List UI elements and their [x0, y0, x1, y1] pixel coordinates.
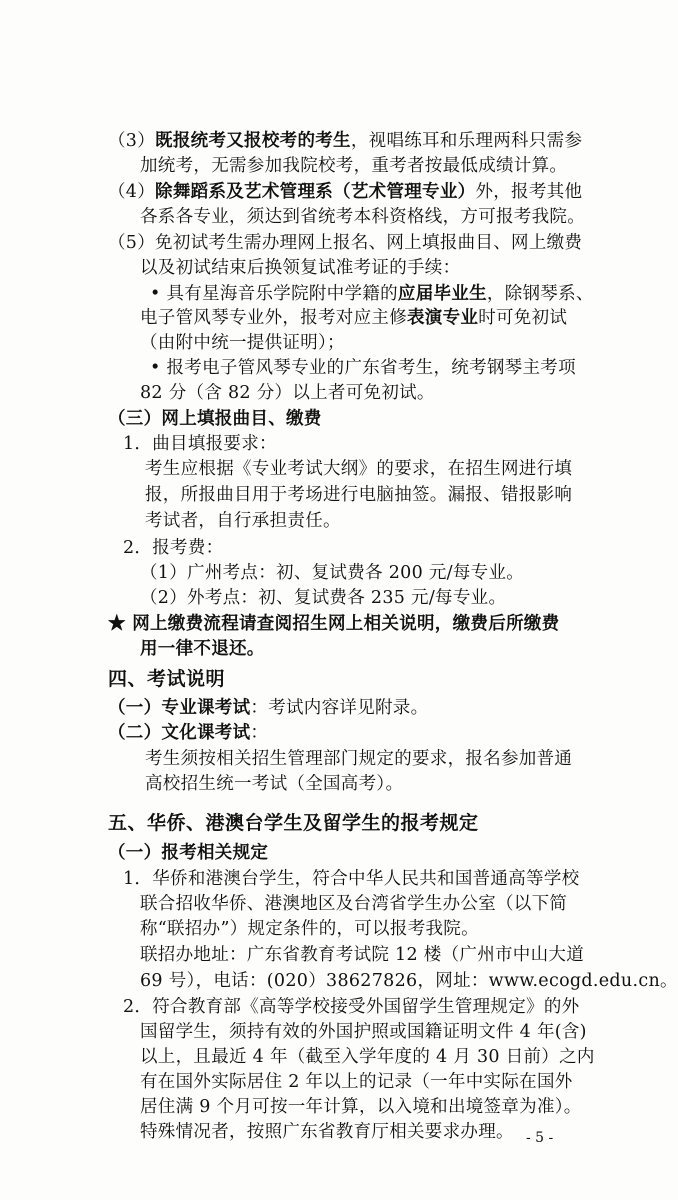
bold-text: 五、华侨、港澳台学生及留学生的报考规定: [108, 812, 479, 834]
text-run: （4）: [108, 182, 156, 202]
text-run: 1．华侨和港澳台学生，符合中华人民共和国普通高等学校: [123, 869, 580, 889]
text-line: [145, 510, 558, 532]
text-line: [140, 893, 568, 915]
bold-text: 表演专业: [407, 308, 479, 328]
text-run: ，视唱练耳和乐理两科只需参: [350, 131, 583, 151]
text-run: 联招办地址：广东省教育考试院 12 楼（广州市中山大道: [140, 945, 584, 965]
text-run: 外，报考其他: [475, 182, 583, 202]
text-run: （5）免初试考生需办理网上报名、网上填报曲目、网上缴费: [108, 233, 583, 253]
text-line: [123, 537, 558, 559]
text-run: 居住满 9 个月可按一年计算，以入境和出境签章为准）。: [140, 1097, 582, 1117]
text-run: 称“联招办”）规定条件的，可以报考我院。: [140, 919, 479, 939]
text-run: 2．符合教育部《高等学校接受外国留学生管理规定》的外: [123, 997, 580, 1017]
text-line: [108, 842, 558, 864]
text-line: [140, 1121, 558, 1143]
text-line: [140, 1096, 582, 1118]
bold-text: 四、考试说明: [108, 668, 226, 690]
text-run: 考生应根据《专业考试大纲》的要求，在招生网进行填: [145, 459, 573, 479]
text-line: [140, 382, 558, 404]
text-line: [140, 562, 558, 584]
text-run: 82 分（含 82 分）以上者可免初试。: [140, 383, 435, 403]
bold-text: （三）网上填报曲目、缴费: [108, 409, 322, 429]
text-run: 69 号），电话：(020）38627826，网址：www.ecogd.edu.cn。: [140, 971, 678, 991]
text-run: ：考试内容详见附录。: [250, 698, 429, 718]
text-line: [140, 918, 558, 940]
text-run: 加统考，无需参加我院校考，重考者按最低成绩计算。: [140, 156, 568, 176]
bold-text: 除舞蹈系及艺术管理系（艺术管理专业）: [155, 182, 476, 202]
text-run: （2）外考点：初、复试费各 235 元/每专业。: [140, 588, 507, 608]
text-line: [150, 357, 576, 379]
text-line: [123, 433, 558, 455]
text-line: [140, 307, 568, 329]
text-line: [108, 181, 583, 203]
bold-text: 应届毕业生: [397, 284, 487, 304]
text-run: 以上，且最近 4 年（截至入学年度的 4 月 30 日前）之内: [140, 1047, 595, 1067]
text-line: [108, 613, 558, 635]
text-line: [145, 458, 573, 480]
text-run: （由附中统一提供证明）；: [140, 333, 345, 353]
bold-text: 用一律不退还。: [140, 639, 265, 659]
text-run: 1．曲目填报要求：: [123, 434, 277, 454]
text-line: [140, 1021, 587, 1043]
text-line: [108, 668, 558, 690]
text-line: [145, 748, 573, 770]
text-line: [108, 722, 558, 744]
text-line: [150, 283, 594, 305]
text-run: 特殊情况者，按照广东省教育厅相关要求办理。: [140, 1122, 514, 1142]
text-line: [108, 232, 583, 254]
text-run: 高校招生统一考试（全国高考）。: [145, 774, 404, 794]
text-run: • 报考电子管风琴专业的广东省考生，统考钢琴主考项: [150, 358, 576, 378]
text-run: 考生须按相关招生管理部门规定的要求，报名参加普通: [145, 749, 573, 769]
text-run: ，除钢琴系、: [486, 284, 594, 304]
bold-text: （二）文化课考试: [108, 723, 251, 743]
text-run: 报，所报曲目用于考场进行电脑抽签。漏报、错报影响: [145, 485, 573, 505]
text-run: • 具有星海音乐学院附中学籍的: [150, 284, 398, 304]
text-run: 国留学生，须持有效的外国护照或国籍证明文件 4 年(含): [140, 1022, 587, 1042]
text-line: [140, 1046, 595, 1068]
text-run: （3）: [108, 131, 156, 151]
text-run: 考试者，自行承担责任。: [145, 511, 341, 531]
text-line: [145, 773, 558, 795]
text-line: [140, 206, 585, 228]
bold-text: （一）专业课考试: [108, 698, 251, 718]
bold-text: ★ 网上缴费流程请查阅招生网上相关说明，缴费后所缴费: [108, 614, 560, 634]
text-run: 2．报考费：: [123, 538, 224, 558]
text-line: [123, 996, 580, 1018]
text-run: ：: [250, 723, 269, 743]
text-run: 电子管风琴专业外，报考对应主修: [140, 308, 407, 328]
text-line: [140, 257, 558, 279]
page-number: - 5 -: [526, 1130, 554, 1146]
text-line: [145, 484, 573, 506]
text-line: [140, 332, 558, 354]
text-run: 有在国外实际居住 2 年以上的记录（一年中实际在国外: [140, 1072, 573, 1092]
text-run: 联合招收华侨、港澳地区及台湾省学生办公室（以下简: [140, 894, 568, 914]
text-line: [108, 408, 558, 430]
bold-text: （一）报考相关规定: [108, 843, 269, 863]
text-line: [108, 697, 558, 719]
text-line: [140, 587, 558, 609]
text-line: [140, 155, 568, 177]
bold-text: 既报统考又报校考的考生: [155, 131, 351, 151]
text-line: [108, 812, 558, 834]
text-run: （1）广州考点：初、复试费各 200 元/每专业。: [140, 563, 525, 583]
text-line: [140, 1071, 573, 1093]
text-run: 时可免初试: [478, 308, 568, 328]
text-line: [140, 970, 678, 992]
text-run: 各系各专业，须达到省统考本科资格线，方可报考我院。: [140, 207, 585, 227]
text-line: [140, 944, 584, 966]
text-line: [123, 868, 580, 890]
text-run: 以及初试结束后换领复试准考证的手续：: [140, 258, 461, 278]
text-line: [140, 638, 558, 660]
text-line: [108, 130, 583, 152]
